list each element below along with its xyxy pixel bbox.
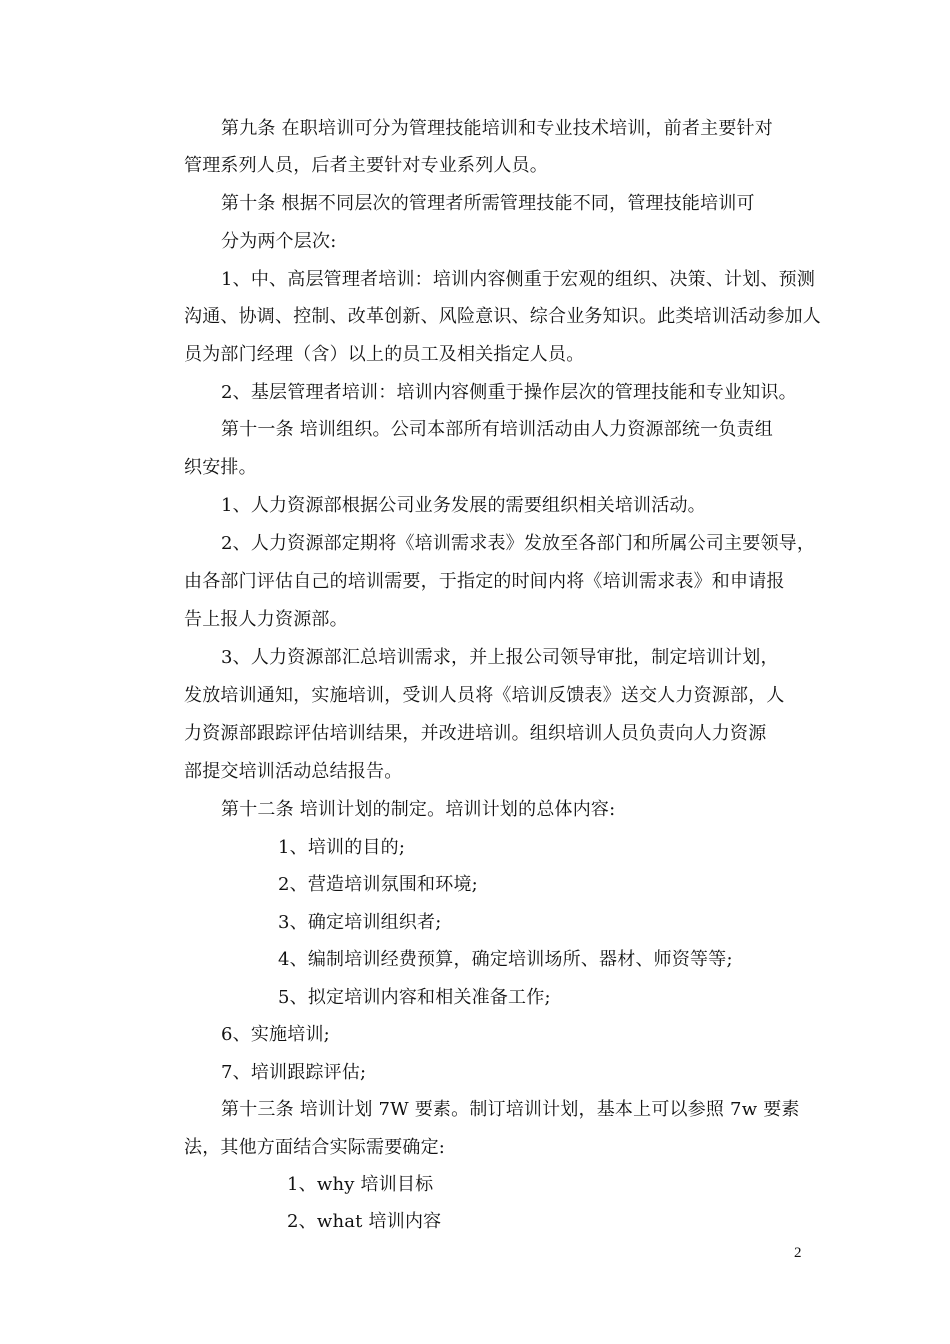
text-line: 部提交培训活动总结报告。 bbox=[184, 761, 403, 782]
list-item: 1、why 培训目标 bbox=[287, 1174, 434, 1195]
text-line: 第十三条 培训计划 7W 要素。制订培训计划，基本上可以参照 7w 要素 bbox=[221, 1099, 800, 1120]
text-line: 2、基层管理者培训：培训内容侧重于操作层次的管理技能和专业知识。 bbox=[221, 382, 797, 403]
text-line: 第九条 在职培训可分为管理技能培训和专业技术培训，前者主要针对 bbox=[221, 118, 773, 139]
text-line: 3、人力资源部汇总培训需求，并上报公司领导审批，制定培训计划， bbox=[221, 647, 779, 668]
text-line: 1、人力资源部根据公司业务发展的需要组织相关培训活动。 bbox=[221, 495, 706, 516]
list-item: 7、培训跟踪评估; bbox=[221, 1062, 367, 1083]
text-line: 管理系列人员，后者主要针对专业系列人员。 bbox=[184, 155, 548, 176]
list-item: 1、培训的目的; bbox=[278, 837, 406, 858]
text-line: 法，其他方面结合实际需要确定: bbox=[184, 1137, 446, 1158]
text-line: 由各部门评估自己的培训需要，于指定的时间内将《培训需求表》和申请报 bbox=[184, 571, 785, 592]
text-line: 沟通、协调、控制、改革创新、风险意识、综合业务知识。此类培训活动参加人 bbox=[184, 306, 821, 327]
list-item: 4、编制培训经费预算，确定培训场所、器材、师资等等; bbox=[278, 949, 733, 970]
page-number: 2 bbox=[794, 1245, 802, 1261]
list-item: 6、实施培训; bbox=[221, 1024, 330, 1045]
text-line: 力资源部跟踪评估培训结果，并改进培训。组织培训人员负责向人力资源 bbox=[184, 723, 767, 744]
text-line: 1、中、高层管理者培训：培训内容侧重于宏观的组织、决策、计划、预测 bbox=[221, 269, 816, 290]
list-item: 2、营造培训氛围和环境; bbox=[278, 874, 478, 895]
text-line: 第十条 根据不同层次的管理者所需管理技能不同，管理技能培训可 bbox=[221, 193, 755, 214]
text-line: 分为两个层次: bbox=[221, 231, 337, 252]
text-line: 发放培训通知，实施培训，受训人员将《培训反馈表》送交人力资源部，人 bbox=[184, 685, 785, 706]
text-line: 2、人力资源部定期将《培训需求表》发放至各部门和所属公司主要领导， bbox=[221, 533, 816, 554]
text-line: 员为部门经理（含）以上的员工及相关指定人员。 bbox=[184, 344, 585, 365]
text-line: 织安排。 bbox=[184, 457, 257, 478]
list-item: 3、确定培训组织者; bbox=[278, 912, 442, 933]
text-line: 告上报人力资源部。 bbox=[184, 609, 348, 630]
text-line: 第十二条 培训计划的制定。培训计划的总体内容: bbox=[221, 799, 616, 820]
list-item: 2、what 培训内容 bbox=[287, 1211, 442, 1232]
list-item: 5、拟定培训内容和相关准备工作; bbox=[278, 987, 551, 1008]
text-line: 第十一条 培训组织。公司本部所有培训活动由人力资源部统一负责组 bbox=[221, 419, 773, 440]
